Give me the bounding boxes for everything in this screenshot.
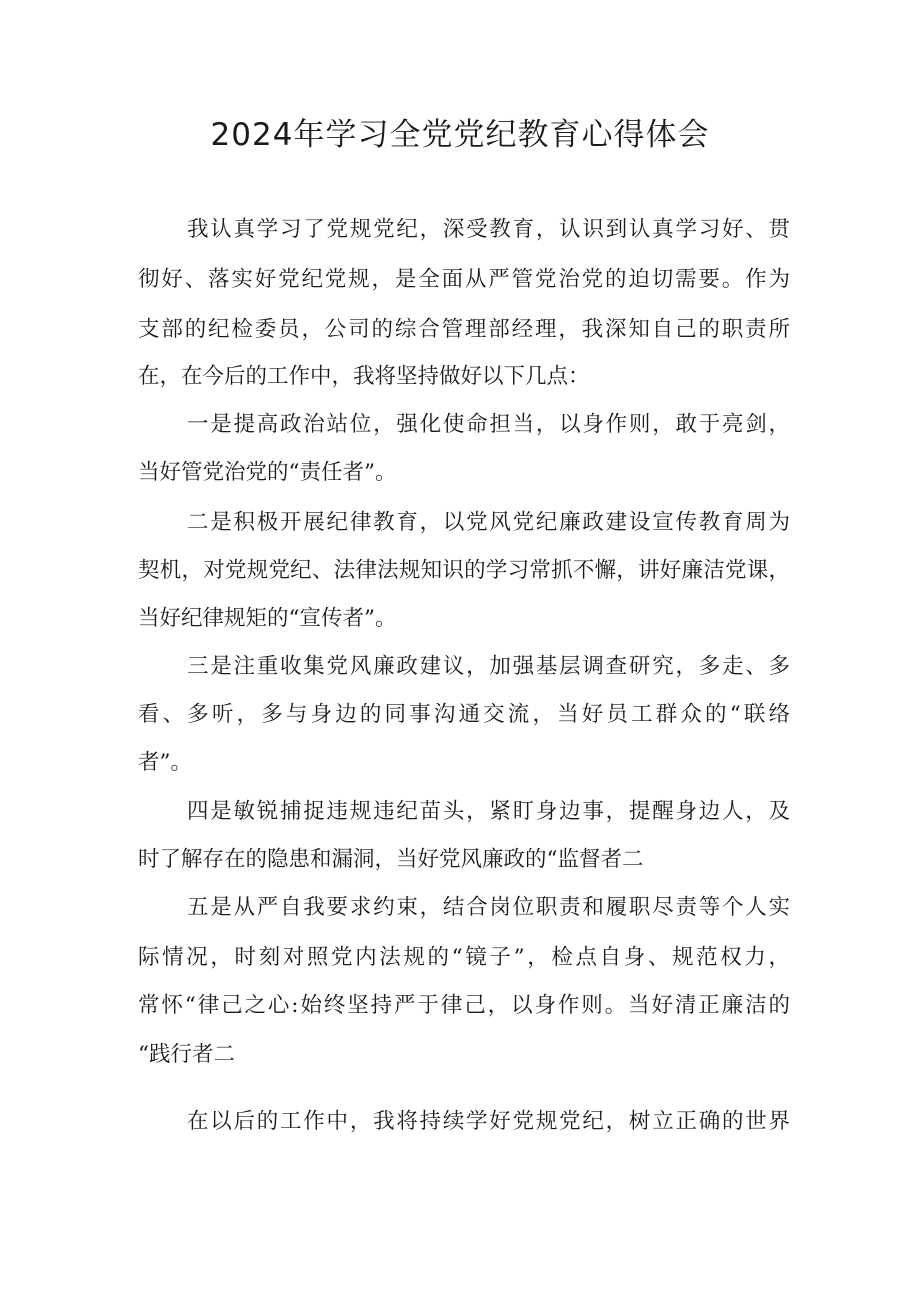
text-line: 当好纪律规矩的“宣传者”。 [138,606,397,631]
text-line: 看、多听，多与身边的同事沟通交流，当好员工群众的“联络 [138,702,790,727]
text-line: 支部的纪检委员，公司的综合管理部经理，我深知自己的职责所 [138,317,790,342]
text-line: 三是注重收集党风廉政建议，加强基层调查研究，多走、多 [187,654,790,679]
text-line: 四是敏锐捕捉违规违纪苗头，紧盯身边事，提醒身边人，及 [187,799,790,824]
text-line: 时了解存在的隐患和漏洞，当好党风廉政的“监督者二 [138,847,644,872]
document-title: 2024年学习全党党纪教育心得体会 [210,117,710,153]
text-line: 五是从严自我要求约束，结合岗位职责和履职尽责等个人实 [187,895,790,920]
text-line: 当好管党治党的“责任者”。 [138,460,397,485]
text-line: 二是积极开展纪律教育，以党风党纪廉政建设宣传教育周为 [187,510,790,535]
text-line: 在以后的工作中，我将持续学好党规党纪，树立正确的世界 [187,1109,790,1134]
text-line: 者”。 [138,750,192,775]
text-line: 常怀“律己之心:始终坚持严于律己，以身作则。当好清正廉洁的 [138,993,790,1018]
text-line: 际情况，时刻对照党内法规的“镜子”，检点自身、规范权力， [138,945,790,970]
text-line: “践行者二 [138,1042,235,1067]
text-line: 契机，对党规党纪、法律法规知识的学习常抓不懈，讲好廉洁党课， [138,558,790,583]
text-line: 彻好、落实好党纪党规，是全面从严管党治党的迫切需要。作为 [138,267,790,292]
text-line: 在，在今后的工作中，我将坚持做好以下几点： [138,364,590,389]
text-line: 一是提高政治站位，强化使命担当，以身作则，敢于亮剑， [187,412,790,437]
text-line: 我认真学习了党规党纪，深受教育，认识到认真学习好、贯 [187,217,790,242]
